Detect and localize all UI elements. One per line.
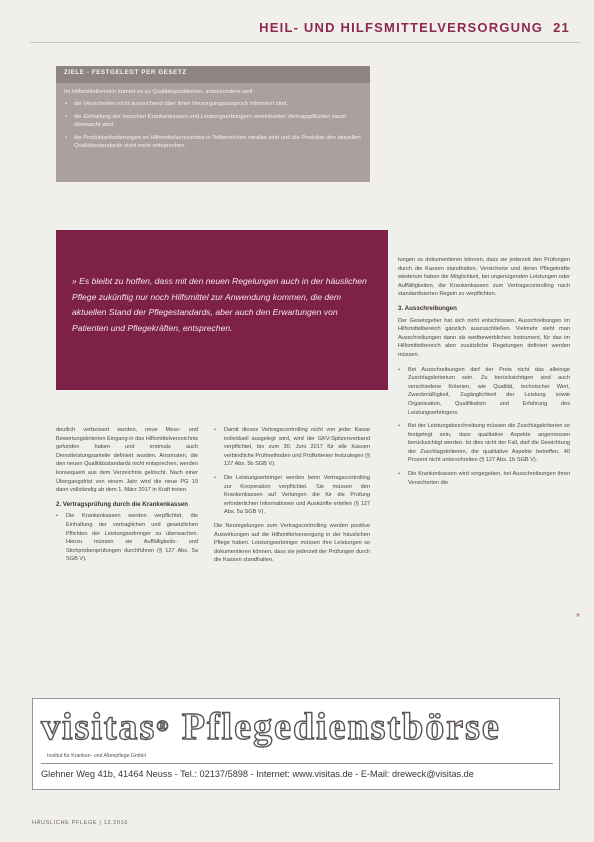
page-header [259,20,570,35]
body-paragraph: tungen so dokumentieren können, dass sie jederzeit den Prüfungen durch die Kassen standhalten. Versicherte und deren Pflegekräfte wiederum haben die Möglichkeit, bei ungenügenden Leistungen oder Auffälligkeiten, die Krankenkassen zum Vertragscontrolling nach standardisierten Regeln zu verpflichten. [398,257,570,298]
page-number: 21 [553,20,570,35]
header-divider [30,42,580,43]
info-box-item: • die Versicherten nicht ausreichend über ihren Versorgungsanspruch informiert sind. [64,100,362,108]
page-footer: HÄUSLICHE PFLEGE | 12.2016 [32,820,129,826]
article-column-right [398,256,570,492]
body-paragraph: Die Neuregelungen zum Vertragscontrolling werden positive Auswirkungen auf die Hilfsmittelversorgung in der häuslichen Pflege haben. Leistungserbringer müssen ihre Leistungen so dokumentieren können, dass sie jederzeit der Prüfungen durch die Kassen standhalten. [214,522,370,564]
ad-tagline: Institut für Kranken- und Altenpflege GmbH [47,753,146,759]
info-box-heading: ZIELE - FESTGELEGT PER GESETZ [56,66,370,83]
bullet-item: • Die Krankenkassen werden verpflichtet, die Einhaltung der vertraglichen und gesetzlichen Pflichten der Leistungserbringer zu überwachen. Hierzu müssen sie Auffälligkeits- und Stichprobenprüfungen durchführen (§ 127 Abs. 5a SGB V). [56,512,198,564]
ad-contact-line[interactable]: Glehner Weg 41b, 41464 Neuss - Tel.: 02137/5898 - Internet: www.visitas.de - E-Mail: dreweck@visitas.de [41,763,553,779]
body-paragraph: Der Gesetzgeber hat sich nicht entschlossen, Ausschreibungen im Hilfsmittelbereich gänzlich auszuschließen. Vielmehr sieht man Ausschreibungen dann als wettbewerbliches Instrument, für das im Hilfsmittelbereich aber zusätzliche Regelungen definiert werden müssen. [398,317,570,358]
bullet-item: • Die Leistungserbringer werden beim Vertragscontrolling zur Kooperation verpflichtet. Sie müssen den Krankenkassen auf Verlangen die für die Prüfung erforderlichen Informationen und Auskünfte erteilen (§ 127 Abs. 5a SGB V). [214,474,370,517]
ad-brand-name: visitas [41,706,157,748]
bullet-list [56,512,198,564]
ad-brand-suffix: Pflegedienstbörse [181,706,501,748]
pull-quote-box [56,230,388,390]
pull-quote-text: » Es bleibt zu hoffen, dass mit den neuen Regelungen auch in der häuslichen Pflege zukünftig nur noch Hilfsmittel zur Anwendung kommen, die dem aktuellen Stand der Pflegestandards, aber auch den Erwartungen von Patienten und Pflegekräften, entsprechen. [72,276,367,333]
bullet-list [214,426,370,517]
info-box-item: • die Einhaltung der zwischen Krankenkassen und Leistungserbringern vereinbarten Vertragspflichten kaum überwacht wird. [64,113,362,130]
body-paragraph: deutlich verbessert wurden, neue Mess- und Bewertungskriterien Eingang in das Hilfsmittelverzeichnis gefunden haben und erstmals auch Dienstleistungsanteile definiert wurden. Ansonsten, die den neuen Qualitätsstandards nicht entsprechen, werden konsequent aus dem Verzeichnis gelöscht. Nach einer Übergangsfrist von einem Jahr wird die neue PG 19 dann vollständig ab dem 1. März 2017 in Kraft treten. [56,427,198,494]
bullet-item: • Die Krankenkassen wird vorgegeben, bei Ausschreibungen ihren Versicherten die [398,470,570,487]
bullet-list [398,366,570,488]
info-box-intro: Im Hilfsmittelbereich kommt es zu Qualitätsproblemen, insbesondere weil [64,89,253,95]
section-heading: 2. Vertragsprüfung durch die Krankenkassen [56,500,189,508]
info-box-list [64,100,362,150]
continue-marker-icon: » [576,612,580,619]
info-box-item: • die Produktanforderungen im Hilfsmittelverzeichnis in Teilbereichen veraltet sind und die Produkte den aktuellen Qualitätsstandards nicht mehr entsprechen. [64,134,362,151]
goals-info-box [56,66,370,182]
bullet-item: • Bei Ausschreibungen darf der Preis nicht das alleinige Zuschlagskriterium sein. Zu berücksichtigen sind auch verschiedene Kriterien, wie Qualität, technischer Wert, Zweckmäßigkeit, Zugänglichkeit der Leistung sowie Organisation, Qualifikation und Erfahrung des Leistungserbringers. [398,366,570,418]
article-column-middle [214,426,370,571]
article-column-left [56,426,198,569]
bullet-item: • Damit dieses Vertragscontrolling nicht von jeder Kasse individuell ausgelegt wird, wird der GKV-Spitzenverband verpflichtet, bis zum 30. Juni 2017 für alle Kassen verbindliche Prüfmethoden und Prüfkriterien festzulegen (§ 127 Abs. 5b SGB V). [214,426,370,469]
section-title: HEIL- UND HILFSMITTELVERSORGUNG [259,20,544,35]
ad-brand-logo [41,703,553,751]
advertisement-banner[interactable] [32,698,560,790]
registered-mark-icon: ® [156,718,171,735]
bullet-item: • Bei der Leistungsbeschreibung müssen die Zuschlagskriterien so festgelegt sein, dass qualitative Aspekte angemessen berücksichtigt werden. Ist dies nicht der Fall, darf die Gewichtung der Zuschlagskriterien, die qualitative Aspekte betreffen, 40 Prozent nicht unterschreiten (§ 127 Abs. 1b SGB V). [398,422,570,465]
info-box-body [56,83,370,159]
section-heading: 3. Ausschreibungen [398,304,457,312]
